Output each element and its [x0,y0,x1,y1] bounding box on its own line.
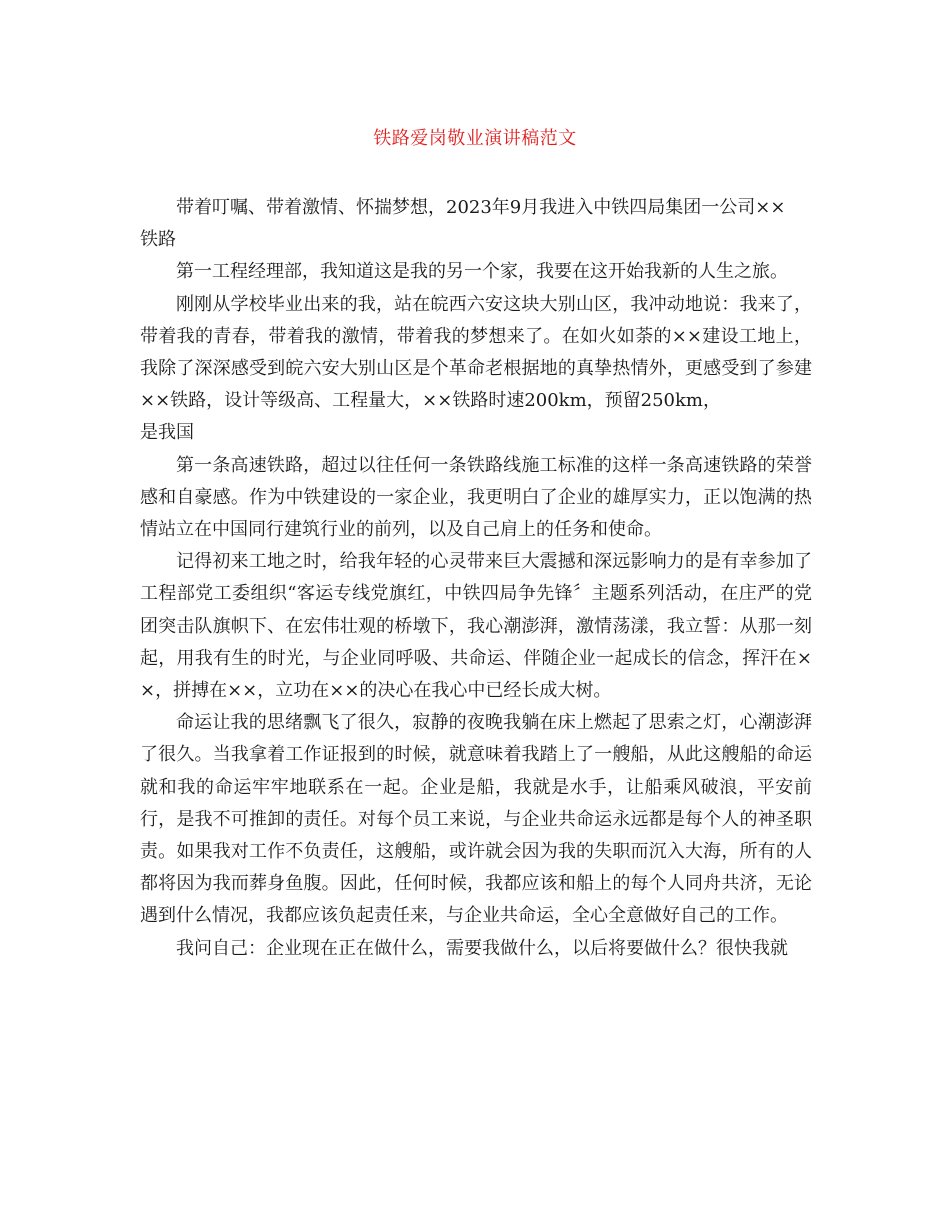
document-body [140,192,812,965]
paragraph-1-continuation: 铁路 [140,229,176,251]
paragraph-1: 带着叮嘱、带着激情、怀揣梦想，2023年9月我进入中铁四局集团一公司×× [176,197,786,218]
paragraph-4: 第一条高速铁路，超过以往任何一条铁路线施工标准的这样一条高速铁路的荣誉感和自豪感。作为中铁建设的一家企业，我更明白了企业的雄厚实力，正以饱满的热情站立在中国同行建筑行业的前列，以及自己肩上的任务和使命。 [140,454,812,541]
paragraph-7: 我问自己：企业现在正在做什么，需要我做什么，以后将要做什么？很快我就 [176,937,788,959]
paragraph-3-continuation: 是我国 [140,422,194,444]
paragraph-5: 记得初来工地之时，给我年轻的心灵带来巨大震撼和深远影响力的是有幸参加了工程部党工委组织“客运专线党旗红，中铁四局争先锋〞主题系列活动，在庄严的党团突击队旗帜下、在宏伟壮观的桥墩下，我心潮澎湃，激情荡漾，我立誓：从那一刻起，用我有生的时光，与企业同呼吸、共命运、伴随企业一起成长的信念，挥汗在××，拼搏在××，立功在××的决心在我心中已经长成大树。 [140,551,812,702]
paragraph-3: 刚刚从学校毕业出来的我，站在皖西六安这块大别山区，我冲动地说：我来了，带着我的青春，带着我的激情，带着我的梦想来了。在如火如荼的××建设工地上，我除了深深感受到皖六安大别山区是个革命老根据地的真挚热情外，更感受到了参建××铁路，设计等级高、工程量大，××铁路时速200km，预留250km， [140,293,812,412]
paragraph-2: 第一工程经理部，我知道这是我的另一个家，我要在这开始我新的人生之旅。 [176,261,788,283]
document-title: 铁路爱岗敬业演讲稿范文 [373,128,577,149]
paragraph-6: 命运让我的思绪飘飞了很久，寂静的夜晚我躺在床上燃起了思索之灯，心潮澎湃了很久。当我拿着工作证报到的时候，就意味着我踏上了一艘船，从此这艘船的命运就和我的命运牢牢地联系在一起。企业是船，我就是水手，让船乘风破浪，平安前行，是我不可推卸的责任。对每个员工来说，与企业共命运永远都是每个人的神圣职责。如果我对工作不负责任，这艘船，或许就会因为我的失职而沉入大海，所有的人都将因为我而葬身鱼腹。因此，任何时候，我都应该和船上的每个人同舟共济，无论遇到什么情况，我都应该负起责任来，与企业共命运，全心全意做好自己的工作。 [140,712,812,927]
